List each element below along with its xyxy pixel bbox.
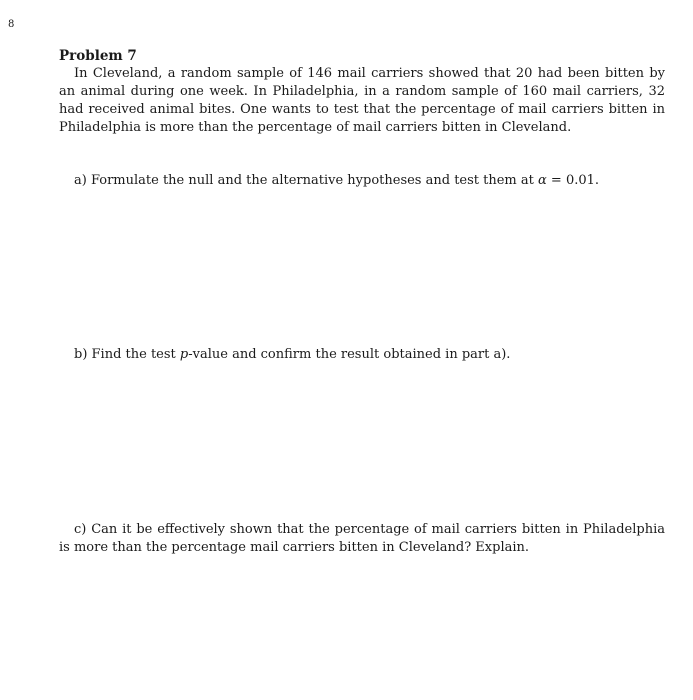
part-b-text: b) Find the test — [74, 347, 180, 362]
part-a-value: = 0.01. — [546, 173, 600, 188]
part-b-suffix: -value and confirm the result obtained in part a). — [188, 347, 511, 362]
part-a-text: a) Formulate the null and the alternative hypotheses and test them at — [74, 173, 538, 188]
part-a-question — [74, 172, 665, 190]
problem-block — [59, 48, 665, 137]
part-b-question — [74, 346, 665, 364]
problem-title: Problem 7 — [59, 48, 137, 64]
p-symbol: p — [179, 347, 189, 362]
part-c-question: c) Can it be effectively shown that the percentage of mail carriers bitten in Philadelphia is more than the percentage mail carriers bitten in Cleveland? Explain. — [59, 522, 665, 555]
page-number: 8 — [8, 19, 15, 30]
alpha-symbol: α — [538, 173, 547, 188]
problem-statement: In Cleveland, a random sample of 146 mail carriers showed that 20 had been bitten by an animal during one week. In Philadelphia, in a random sample of 160 mail carriers, 32 had received animal bites. One wants to test that the percentage of mail carriers bitten in Philadelphia is more than the percentage of mail carriers bitten in Cleveland. — [59, 66, 665, 135]
